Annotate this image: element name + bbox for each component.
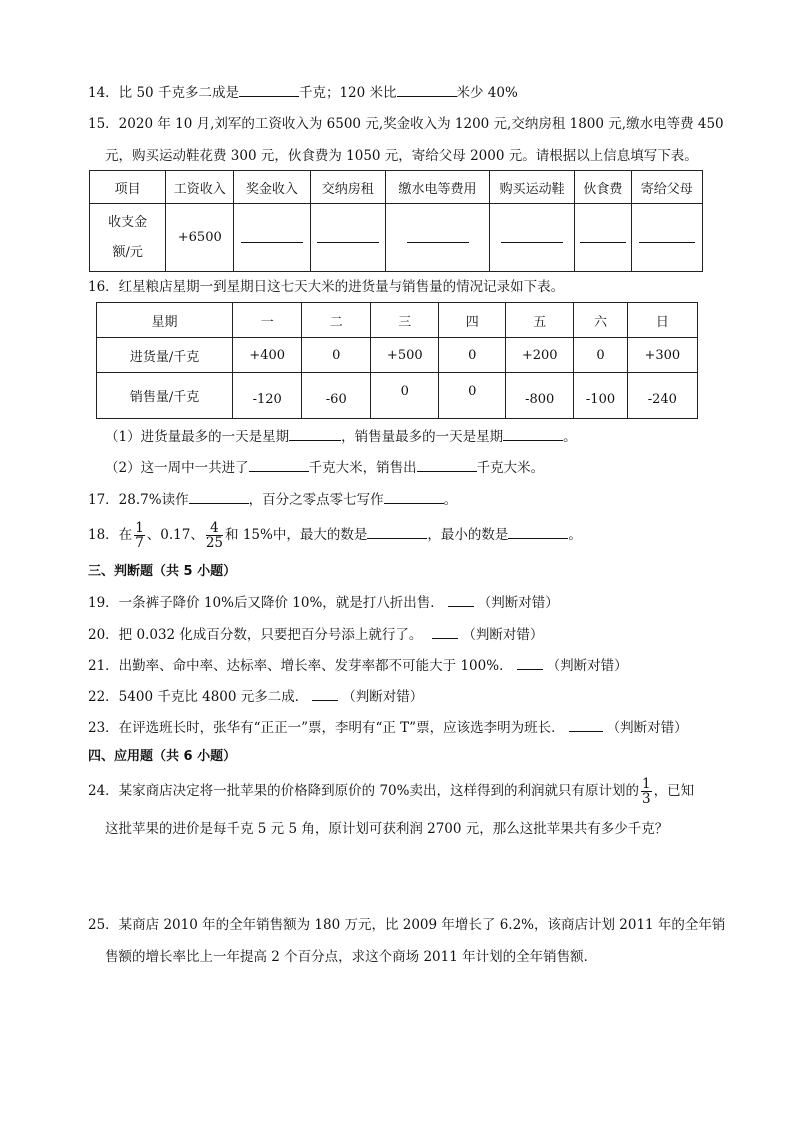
answer-blank[interactable]	[189, 489, 249, 504]
rice-weekly-table	[96, 302, 698, 419]
table-cell[interactable]	[631, 204, 702, 272]
table-header: 星期	[97, 303, 233, 338]
answer-blank[interactable]	[407, 228, 469, 243]
answer-blank[interactable]	[508, 524, 568, 539]
table-cell: 0	[439, 373, 506, 419]
question-16-part-1: （1）进货量最多的一天是星期 ，销售量最多的一天是星期 。	[105, 426, 577, 447]
table-header: 购买运动鞋	[490, 171, 575, 204]
table-cell[interactable]	[234, 204, 310, 272]
table-cell: -60	[302, 373, 371, 419]
table-cell: 0	[574, 338, 627, 373]
table-header: 寄给父母	[631, 171, 702, 204]
question-18: 18．在 $\frac{1}{7}$ 、0.17、 $\frac{4}{25}$ 和 15%中，最大的数是 ，最小的数是 。	[88, 520, 582, 551]
answer-blank[interactable]	[249, 457, 309, 472]
table-cell: +500	[371, 338, 439, 373]
table-row	[97, 373, 698, 419]
answer-blank[interactable]	[448, 592, 474, 607]
question-16-part-2: （2）这一周中一共进了 千克大米，销售出 千克大米。	[105, 457, 544, 478]
question-17: 17．28.7%读作 ，百分之零点零七写作 。	[88, 489, 457, 510]
question-25-line-1: 25．某商店 2010 年的全年销售额为 180 万元，比 2009 年增长了 6.2%，该商店计划 2011 年的全年销	[88, 917, 726, 933]
question-15-line-2: 元，购买运动鞋花费 300 元，伙食费为 1050 元，寄给父母 2000 元。请根据以上信息填写下表。	[105, 148, 698, 164]
table-cell[interactable]	[386, 204, 490, 272]
answer-blank[interactable]	[289, 426, 341, 441]
table-header: 日	[627, 303, 697, 338]
table-header: 三	[371, 303, 439, 338]
answer-blank[interactable]	[432, 624, 458, 639]
fraction: $\frac{1}{3}$	[641, 776, 651, 807]
answer-blank[interactable]	[384, 489, 444, 504]
table-cell: 0	[439, 338, 506, 373]
answer-blank[interactable]	[569, 717, 603, 732]
answer-blank[interactable]	[417, 457, 477, 472]
question-23: 23．在评选班长时，张华有“正正一”票，李明有“正 T”票，应该选李明为班长． （判断对错）	[88, 717, 688, 738]
table-header: 项目	[90, 171, 166, 204]
table-header: 四	[439, 303, 506, 338]
question-14: 14．比 50 千克多二成是 千克；120 米比 米少 40%	[88, 82, 518, 103]
answer-blank[interactable]	[367, 524, 427, 539]
table-header: 五	[506, 303, 574, 338]
answer-blank[interactable]	[517, 655, 543, 670]
table-header: 工资收入	[166, 171, 234, 204]
question-19: 19．一条裤子降价 10%后又降价 10%，就是打八折出售． （判断对错）	[88, 592, 559, 613]
question-24-line-1: 24．某家商店决定将一批苹果的价格降到原价的 70%卖出，这样得到的利润就只有原计划的 $\frac{1}{3}$ ，已知	[88, 776, 695, 807]
answer-blank[interactable]	[239, 82, 299, 97]
table-cell[interactable]	[310, 204, 385, 272]
table-row	[97, 338, 698, 373]
table-cell[interactable]	[490, 204, 575, 272]
table-cell: -100	[574, 373, 627, 419]
fraction: $\frac{4}{25}$	[205, 520, 224, 551]
table-header: 奖金收入	[234, 171, 310, 204]
question-16: 16．红星粮店星期一到星期日这七天大米的进货量与销售量的情况记录如下表。	[88, 279, 565, 295]
table-header: 交纳房租	[310, 171, 385, 204]
section-heading-true-false: 三、判断题（共 5 小题）	[88, 564, 237, 579]
table-header: 二	[302, 303, 371, 338]
table-cell[interactable]	[575, 204, 632, 272]
question-21: 21．出勤率、命中率、达标率、增长率、发芽率都不可能大于 100%． （判断对错）	[88, 655, 628, 676]
answer-blank[interactable]	[503, 426, 563, 441]
table-cell: -240	[627, 373, 697, 419]
question-15-line-1: 15．2020 年 10 月,刘军的工资收入为 6500 元,奖金收入为 1200 元,交纳房租 1800 元,缴水电等费 450	[88, 116, 724, 132]
table-cell: 0	[302, 338, 371, 373]
table-cell: 销售量/千克	[97, 373, 233, 419]
question-20: 20．把 0.032 化成百分数，只要把百分号添上就行了。 （判断对错）	[88, 624, 543, 645]
answer-blank[interactable]	[241, 228, 303, 243]
table-cell: -800	[506, 373, 574, 419]
answer-blank[interactable]	[317, 228, 379, 243]
answer-blank[interactable]	[312, 686, 338, 701]
table-cell: 进货量/千克	[97, 338, 233, 373]
table-cell: +300	[627, 338, 697, 373]
section-heading-application: 四、应用题（共 6 小题）	[88, 749, 237, 764]
table-header: 一	[233, 303, 302, 338]
table-cell: +6500	[166, 204, 234, 272]
table-header: 缴水电等费用	[386, 171, 490, 204]
answer-blank[interactable]	[639, 228, 695, 243]
answer-blank[interactable]	[580, 228, 626, 243]
question-22: 22．5400 千克比 4800 元多二成． （判断对错）	[88, 686, 423, 707]
fraction: $\frac{1}{7}$	[135, 520, 144, 551]
table-header: 伙食费	[575, 171, 632, 204]
table-cell: 0	[371, 373, 439, 419]
table-cell: -120	[233, 373, 302, 419]
question-24-line-2: 这批苹果的进价是每千克 5 元 5 角，原计划可获利润 2700 元，那么这批苹果共有多少千克？	[105, 821, 669, 837]
table-cell: +400	[233, 338, 302, 373]
answer-blank[interactable]	[397, 82, 457, 97]
table-cell: +200	[506, 338, 574, 373]
row-label: 收支金 额/元	[90, 204, 166, 272]
answer-blank[interactable]	[501, 228, 563, 243]
question-25-line-2: 售额的增长率比上一年提高 2 个百分点，求这个商场 2011 年计划的全年销售额．	[105, 949, 598, 965]
table-header: 六	[574, 303, 627, 338]
income-expense-table	[89, 170, 703, 272]
